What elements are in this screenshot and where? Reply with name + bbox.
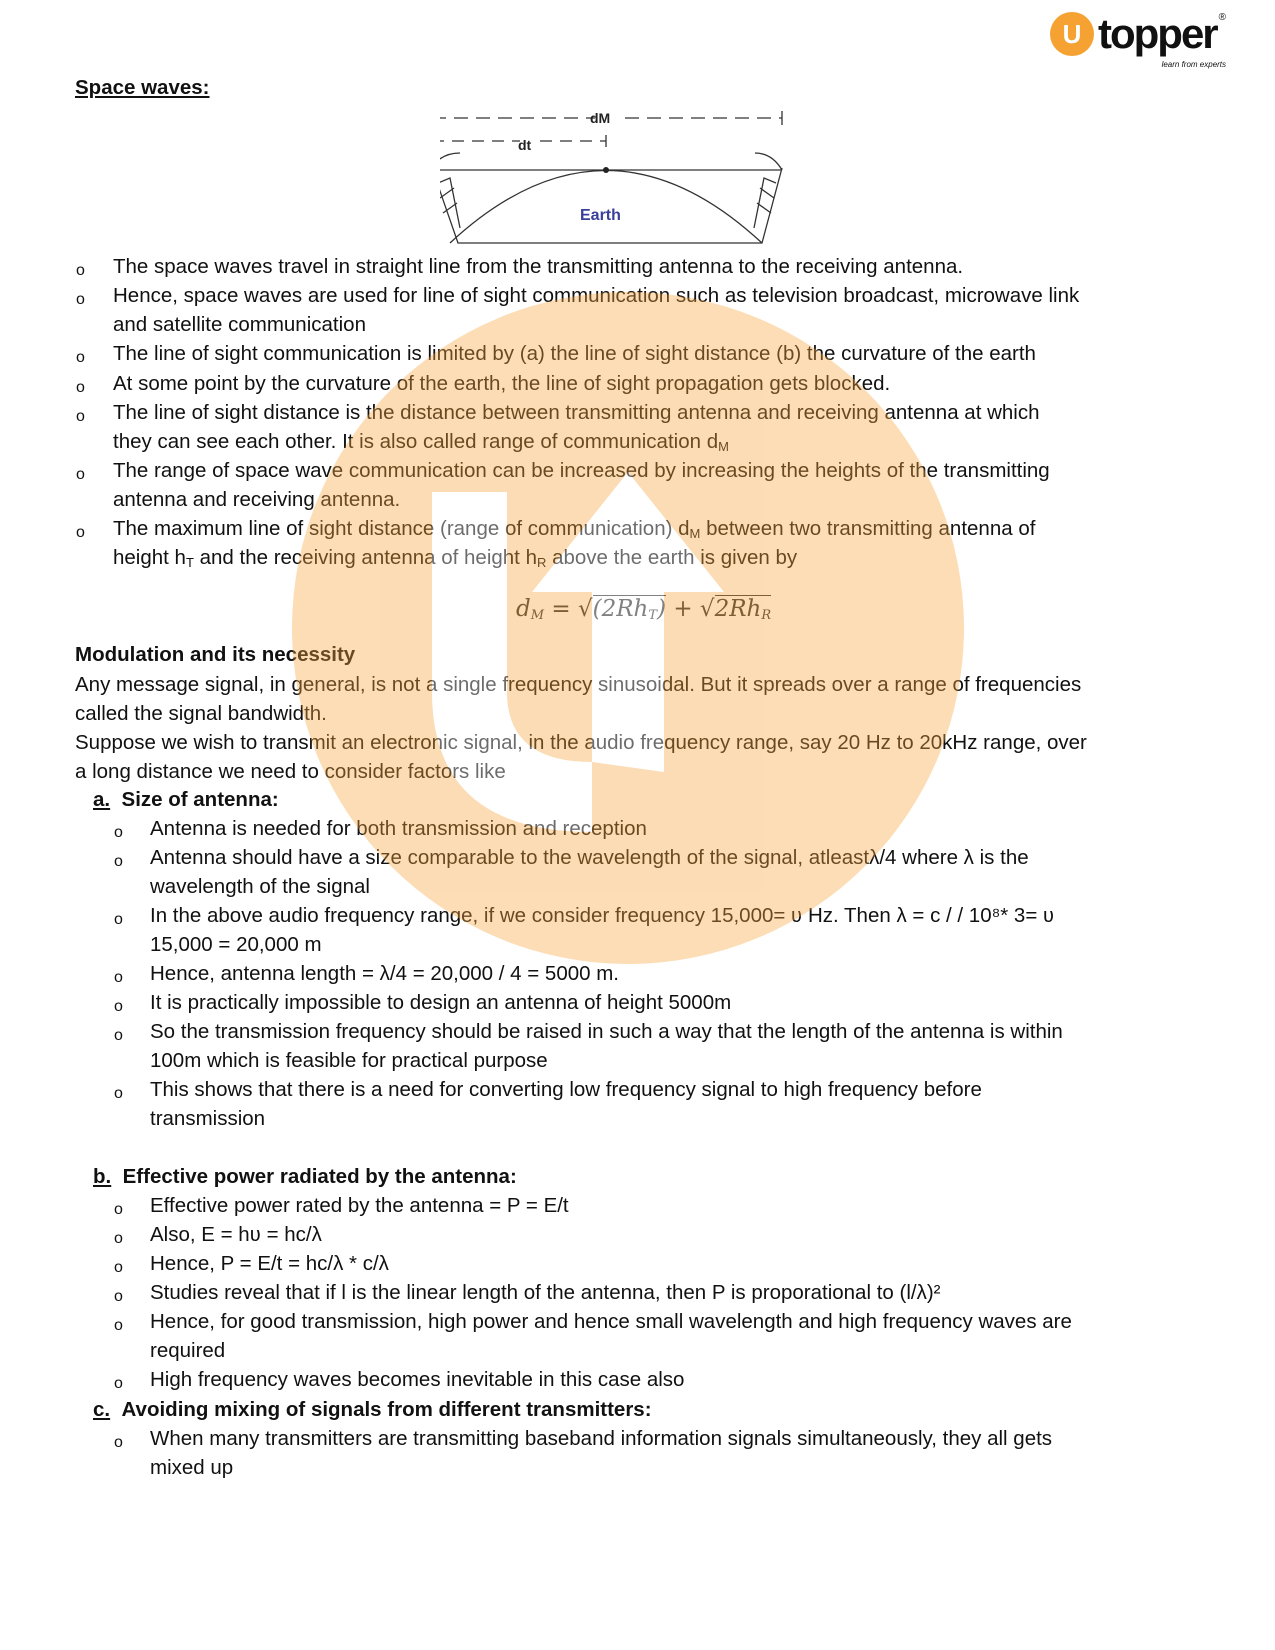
bullet-icon: o [114,1434,123,1451]
section-letter: c. [93,1398,111,1421]
list-item-cont: wavelength of the signal [150,875,370,898]
radicand [593,595,666,622]
section-title: Effective power radiated by the antenna: [122,1165,517,1188]
equals: = [551,596,571,622]
list-item: This shows that there is a need for converting low frequency signal to high frequency before [150,1078,982,1101]
section-title: Avoiding mixing of signals from different transmitters: [121,1398,652,1421]
list-item: Effective power rated by the antenna = P = E/t [150,1194,569,1217]
range-formula [516,596,771,622]
list-item-cont [113,427,729,456]
bullet-icon: o [76,349,85,366]
bullet-icon: o [114,1259,123,1276]
text: ) [657,596,667,622]
bullet-icon: o [114,1230,123,1247]
bullet-icon: o [114,911,123,928]
paragraph-line: a long distance we need to consider factors like [75,760,506,783]
list-item: Antenna is needed for both transmission and reception [150,817,647,840]
section-title: Size of antenna: [121,788,279,811]
list-item-cont: transmission [150,1107,266,1130]
paragraph-line: called the signal bandwidth. [75,702,327,725]
bullet-icon: o [114,969,123,986]
list-item: Hence, antenna length = λ/4 = 20,000 / 4 = 5000 m. [150,962,619,985]
earth-label: Earth [580,207,621,224]
list-item: Studies reveal that if l is the linear length of the antenna, then P is proporational to (l/λ)² [150,1281,941,1304]
radicand [715,595,772,622]
list-item: Hence, P = E/t = hc/λ * c/λ [150,1252,389,1275]
list-item-cont: 15,000 = 20,000 m [150,933,322,956]
registered-mark: ® [1218,12,1227,23]
subscript: T [185,555,194,570]
list-item [113,514,1035,543]
text: above the earth is given by [546,546,798,569]
subscript: T [648,608,658,623]
bullet-icon: o [114,1375,123,1392]
space-waves-heading: Space waves: [75,76,210,99]
list-item: Antenna should have a size comparable to the wavelength of the signal, atleastλ/4 where λ is the [150,846,1029,869]
section-heading [93,1395,652,1424]
logo-tagline: learn from experts [1161,60,1227,69]
bullet-icon: o [114,853,123,870]
text: The maximum line of sight distance (range of communication) d [113,517,690,540]
dm-label: dM [590,110,611,126]
list-item: Also, E = hʋ = hc/λ [150,1223,322,1246]
list-item: The line of sight communication is limited by (a) the line of sight distance (b) the curvature of the earth [113,342,1036,365]
sqrt-icon: √ [699,596,715,622]
logo-name: topper [1098,10,1217,57]
list-item: At some point by the curvature of the earth, the line of sight propagation gets blocked. [113,372,891,395]
plus: + [673,596,693,622]
bullet-icon: o [114,1201,123,1218]
sqrt-icon: √ [577,596,593,622]
logo-row [1050,12,1226,58]
list-item: So the transmission frequency should be raised in such a way that the length of the antenna is within [150,1020,1063,1043]
text: (2Rh [592,596,649,622]
formula-lhs: d [516,596,531,622]
logo-mark: U [1050,12,1094,56]
list-item: High frequency waves becomes inevitable in this case also [150,1368,685,1391]
bullet-icon: o [76,291,85,308]
list-item: The space waves travel in straight line from the transmitting antenna to the receiving antenna. [113,255,964,278]
list-item: The range of space wave communication can be increased by increasing the heights of the transmitting [113,459,1050,482]
section-heading [93,1162,517,1191]
text: between two transmitting antenna of [700,517,1036,540]
paragraph-line: Suppose we wish to transmit an electronic signal, in the audio frequency range, say 20 Hz to 20kHz range, over [75,731,1087,754]
bullet-icon: o [76,524,85,541]
list-item: In the above audio frequency range, if we consider frequency 15,000= ʋ Hz. Then λ = c / / 10⁸* 3= ʋ [150,904,1055,927]
bullet-icon: o [76,262,85,279]
text: 2Rh [714,596,762,622]
subscript: M [530,608,545,623]
text: height h [113,546,186,569]
space-wave-diagram [440,108,800,248]
list-item: The line of sight distance is the distance between transmitting antenna and receiving antenna at which [113,401,1040,424]
bullet-icon: o [76,466,85,483]
bullet-icon: o [76,379,85,396]
section-heading [93,785,279,814]
bullet-icon: o [114,1288,123,1305]
list-item-cont: antenna and receiving antenna. [113,488,401,511]
bullet-icon: o [76,408,85,425]
dt-label: dt [518,137,532,153]
list-item: When many transmitters are transmitting baseband information signals simultaneously, they all gets [150,1427,1053,1450]
text: they can see each other. It is also called range of communication d [113,430,719,453]
bullet-icon: o [114,1085,123,1102]
bullet-icon: o [114,1317,123,1334]
modulation-heading: Modulation and its necessity [75,643,356,666]
subscript: M [718,439,729,454]
bullet-icon: o [114,824,123,841]
text: and the receiving antenna of height h [193,546,537,569]
section-letter: a. [93,788,111,811]
topper-logo [1050,12,1226,70]
list-item: It is practically impossible to design an antenna of height 5000m [150,991,732,1014]
list-item-cont [113,543,797,572]
list-item-cont: 100m which is feasible for practical purpose [150,1049,548,1072]
list-item: Hence, space waves are used for line of sight communication such as television broadcast, microwave link [113,284,1080,307]
bullet-icon: o [114,1027,123,1044]
list-item-cont: mixed up [150,1456,234,1479]
paragraph-line: Any message signal, in general, is not a single frequency sinusoidal. But it spreads over a range of frequencies [75,673,1082,696]
bullet-icon: o [114,998,123,1015]
tangent-point [603,167,609,173]
subscript: R [761,608,772,623]
list-item-cont: and satellite communication [113,313,366,336]
list-item-cont: required [150,1339,226,1362]
list-item: Hence, for good transmission, high power and hence small wavelength and high frequency waves are [150,1310,1072,1333]
subscript: R [536,555,547,570]
subscript: M [689,526,701,541]
section-letter: b. [93,1165,112,1188]
